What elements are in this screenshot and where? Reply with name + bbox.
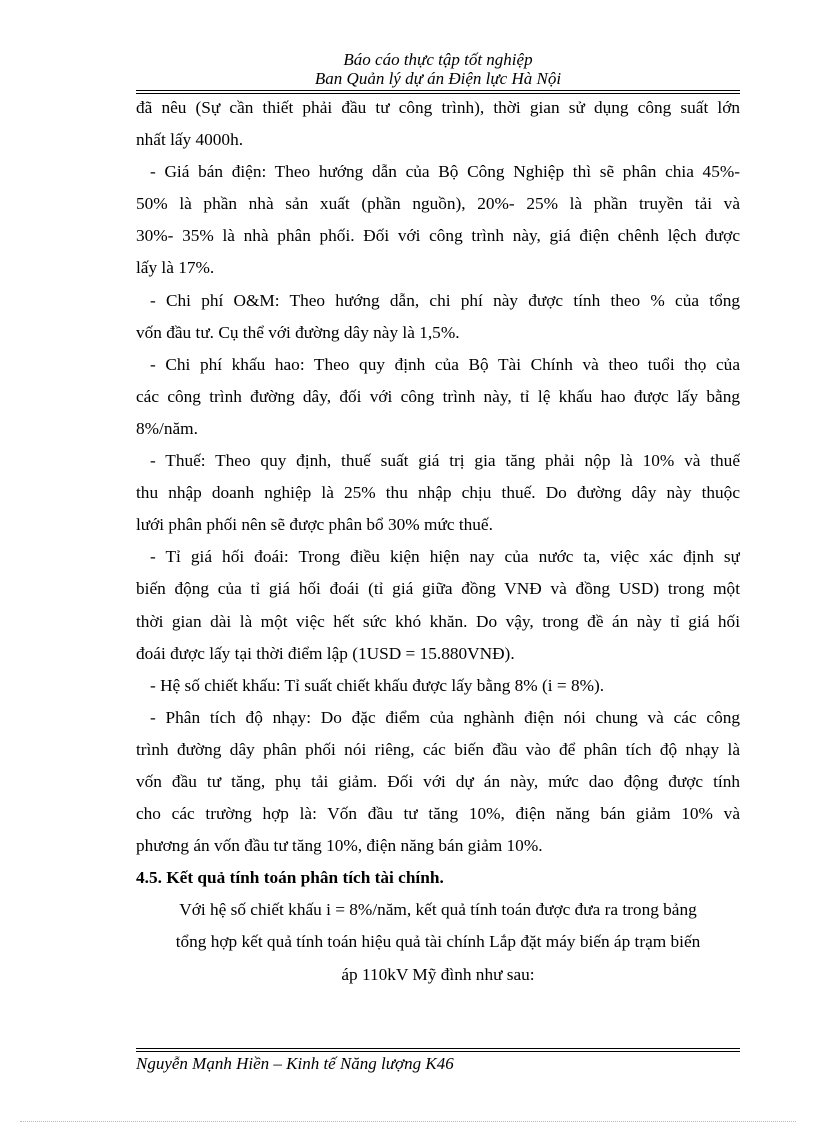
text-line: cho các trường hợp là: Vốn đầu tư tăng 10%, điện năng bán giảm 10% và: [136, 804, 740, 824]
page-bottom-dotted-line: [20, 1121, 796, 1122]
text-line: - Giá bán điện: Theo hướng dẫn của Bộ Công Nghiệp thì sẽ phân chia 45%-: [150, 162, 740, 182]
footer-author: Nguyễn Mạnh Hiền – Kinh tế Năng lượng K46: [136, 1054, 454, 1073]
text-line: - Phân tích độ nhạy: Do đặc điểm của nghành điện nói chung và các công: [150, 707, 740, 727]
section-heading: 4.5. Kết quả tính toán phân tích tài chính.: [136, 868, 444, 888]
header-rule: [136, 90, 740, 91]
text-line: áp 110kV Mỹ đình như sau:: [341, 964, 535, 984]
header-report-title: Báo cáo thực tập tốt nghiệp: [343, 50, 533, 69]
text-line: vốn đầu tư. Cụ thể với đường dây này là 1,5%.: [136, 322, 460, 342]
text-line: 30%- 35% là nhà phân phối. Đối với công trình này, giá điện chênh lệch được: [136, 226, 740, 246]
text-line: các công trình đường dây, đối với công trình này, tỉ lệ khấu hao được lấy bằng: [136, 386, 740, 406]
text-line: tổng hợp kết quả tính toán hiệu quả tài chính Lắp đặt máy biến áp trạm biến: [175, 932, 701, 952]
text-line: lấy là 17%.: [136, 258, 215, 278]
text-line: - Chi phí khấu hao: Theo quy định của Bộ Tài Chính và theo tuổi thọ của: [150, 354, 740, 374]
text-line: vốn đầu tư tăng, phụ tải giảm. Đối với dự án này, mức dao động được tính: [136, 771, 740, 791]
text-line: biến động của tỉ giá hối đoái (tỉ giá giữa đồng VNĐ và đồng USD) trong một: [136, 579, 740, 599]
text-line: Với hệ số chiết khấu i = 8%/năm, kết quả tính toán được đưa ra trong bảng: [179, 900, 697, 920]
text-line: - Hệ số chiết khấu: Tỉ suất chiết khấu được lấy bằng 8% (i = 8%).: [150, 675, 605, 695]
text-line: 8%/năm.: [136, 418, 198, 438]
page-header: [0, 50, 816, 88]
text-line: trình đường dây phân phối nói riêng, các biến đầu vào để phân tích độ nhạy là: [136, 739, 740, 759]
header-organization: Ban Quản lý dự án Điện lực Hà Nội: [314, 69, 562, 88]
text-line: nhất lấy 4000h.: [136, 130, 244, 150]
text-line: thu nhập doanh nghiệp là 25% thu nhập chịu thuế. Do đường dây này thuộc: [136, 483, 740, 503]
text-line: thời gian dài là một việc hết sức khó khăn. Do vậy, trong đề án này tỉ giá hối: [136, 611, 740, 631]
text-line: - Tỉ giá hối đoái: Trong điều kiện hiện nay của nước ta, việc xác định sự: [150, 547, 740, 567]
text-line: - Thuế: Theo quy định, thuế suất giá trị gia tăng phải nộp là 10% và thuế: [150, 451, 740, 471]
text-line: đoái được lấy tại thời điểm lập (1USD = 15.880VNĐ).: [136, 643, 515, 663]
text-line: phương án vốn đầu tư tăng 10%, điện năng bán giảm 10%.: [136, 836, 543, 856]
body-text: [136, 92, 740, 991]
text-line: - Chi phí O&M: Theo hướng dẫn, chi phí này được tính theo % của tổng: [150, 290, 740, 310]
text-line: đã nêu (Sự cần thiết phải đầu tư công trình), thời gian sử dụng công suất lớn: [136, 98, 740, 117]
text-line: 50% là phần nhà sản xuất (phần nguồn), 20%- 25% là phần truyền tải và: [136, 194, 740, 214]
text-line: lưới phân phối nên sẽ được phân bổ 30% mức thuế.: [136, 515, 493, 535]
